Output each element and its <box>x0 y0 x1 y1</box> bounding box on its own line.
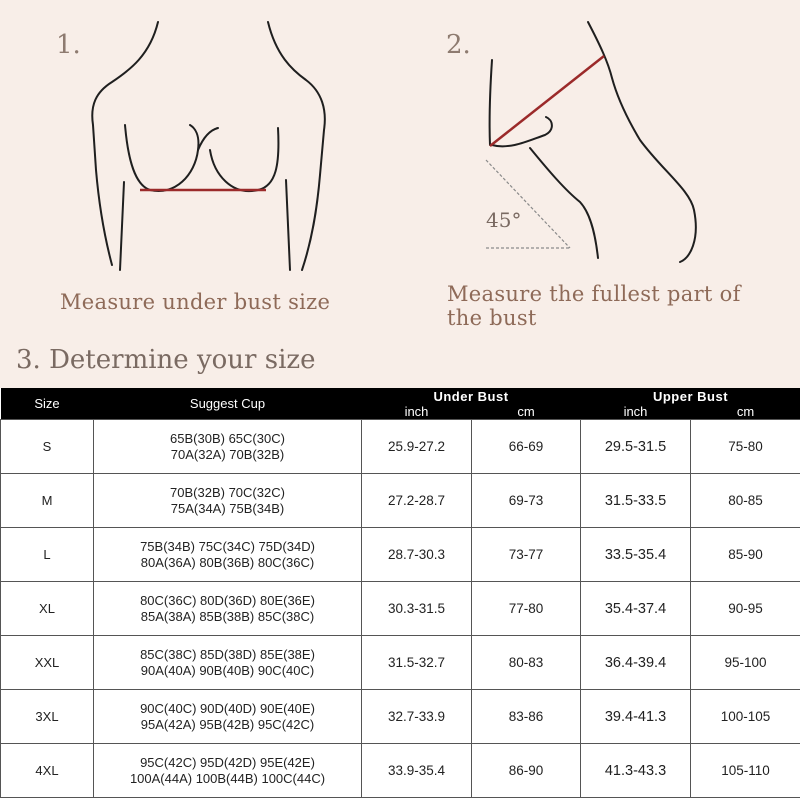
suggest-cup-cell <box>94 420 362 474</box>
upper-bust-inch-cell: 36.4-39.4 <box>581 636 691 690</box>
cup-cup-line1: 90C(40C) 90D(40D) 90E(40E) <box>140 700 315 716</box>
cup-cup-line1: 85C(38C) 85D(38D) 85E(38E) <box>140 646 315 662</box>
angle-label: 45° <box>486 208 522 232</box>
cup-cup-line1: 75B(34B) 75C(34C) 75D(34D) <box>140 538 315 554</box>
under-bust-cm-cell: 80-83 <box>472 636 581 690</box>
size-cell: S <box>1 420 94 474</box>
upper-bust-inch-cell: 41.3-43.3 <box>581 744 691 798</box>
cup-cup-line2: 70A(32A) 70B(32B) <box>170 446 285 462</box>
upper-bust-cm-cell: 90-95 <box>691 582 800 636</box>
cup-cup-line1: 80C(36C) 80D(36D) 80E(36E) <box>140 592 315 608</box>
upper-bust-inch-cell: 31.5-33.5 <box>581 474 691 528</box>
under-bust-inch-cell: 30.3-31.5 <box>362 582 472 636</box>
upper-bust-inch-cell: 29.5-31.5 <box>581 420 691 474</box>
table-row <box>1 636 800 690</box>
cup-cup-line2: 95A(42A) 95B(42B) 95C(42C) <box>140 716 315 732</box>
measurement-guide-panel <box>0 0 800 388</box>
upper-bust-header: Upper Bust <box>652 388 729 404</box>
upper-bust-cm-cell: 80-85 <box>691 474 800 528</box>
under-bust-inch-cell: 32.7-33.9 <box>362 690 472 744</box>
suggest-cup-header: Suggest Cup <box>189 396 266 411</box>
step-2-caption-line2: the bust <box>447 306 537 330</box>
table-row <box>1 690 800 744</box>
size-header: Size <box>34 396 60 411</box>
bust-measure-line <box>490 56 604 146</box>
table-row <box>1 474 800 528</box>
front-torso-sketch-icon <box>92 22 325 270</box>
upper-bust-cm-cell: 75-80 <box>691 420 800 474</box>
angle-guide-icon <box>486 160 570 248</box>
step-3-title: Determine your size <box>49 345 316 375</box>
under-bust-cm-cell: 66-69 <box>472 420 581 474</box>
upper-bust-cm-cell: 100-105 <box>691 690 800 744</box>
step-3-heading <box>16 345 315 375</box>
cup-cup-line2: 75A(34A) 75B(34B) <box>170 500 285 516</box>
size-chart-table <box>0 388 800 798</box>
upper-bust-inch-header: inch <box>623 404 648 419</box>
suggest-cup-cell <box>94 690 362 744</box>
under-bust-inch-header: inch <box>404 404 429 419</box>
cup-cup-line1: 70B(32B) 70C(32C) <box>170 484 285 500</box>
under-bust-cm-cell: 73-77 <box>472 528 581 582</box>
step-2-number: 2. <box>446 30 471 60</box>
under-bust-inch-cell: 27.2-28.7 <box>362 474 472 528</box>
size-cell: 4XL <box>1 744 94 798</box>
step-1-caption: Measure under bust size <box>60 290 331 314</box>
upper-bust-inch-cell: 35.4-37.4 <box>581 582 691 636</box>
cup-cup-line1: 95C(42C) 95D(42D) 95E(42E) <box>140 754 315 770</box>
table-row <box>1 744 800 798</box>
under-bust-inch-cell: 25.9-27.2 <box>362 420 472 474</box>
under-bust-inch-cell: 33.9-35.4 <box>362 744 472 798</box>
cup-cup-line2: 80A(36A) 80B(36B) 80C(36C) <box>140 554 315 570</box>
under-bust-cm-cell: 69-73 <box>472 474 581 528</box>
cup-cup-line1: 65B(30B) 65C(30C) <box>170 430 285 446</box>
size-cell: XL <box>1 582 94 636</box>
under-bust-header: Under Bust <box>433 388 509 404</box>
upper-bust-inch-cell: 39.4-41.3 <box>581 690 691 744</box>
upper-bust-cm-cell: 85-90 <box>691 528 800 582</box>
table-row <box>1 528 800 582</box>
under-bust-cm-header: cm <box>517 404 535 419</box>
suggest-cup-cell <box>94 474 362 528</box>
suggest-cup-cell <box>94 636 362 690</box>
cup-cup-line2: 85A(38A) 85B(38B) 85C(38C) <box>140 608 315 624</box>
under-bust-cm-cell: 86-90 <box>472 744 581 798</box>
table-header <box>1 388 800 420</box>
suggest-cup-cell <box>94 582 362 636</box>
size-cell: 3XL <box>1 690 94 744</box>
size-cell: M <box>1 474 94 528</box>
suggest-cup-cell <box>94 528 362 582</box>
table-body <box>1 420 800 798</box>
step-2-caption-line1: Measure the fullest part of <box>447 282 741 306</box>
table-row <box>1 420 800 474</box>
upper-bust-inch-cell: 33.5-35.4 <box>581 528 691 582</box>
under-bust-inch-cell: 31.5-32.7 <box>362 636 472 690</box>
upper-bust-cm-header: cm <box>736 404 755 419</box>
under-bust-inch-cell: 28.7-30.3 <box>362 528 472 582</box>
cup-cup-line2: 90A(40A) 90B(40B) 90C(40C) <box>140 662 315 678</box>
step-1-number: 1. <box>56 30 81 60</box>
under-bust-cm-cell: 77-80 <box>472 582 581 636</box>
size-cell: XXL <box>1 636 94 690</box>
under-bust-cm-cell: 83-86 <box>472 690 581 744</box>
step-3-number: 3. <box>16 345 41 375</box>
size-cell: L <box>1 528 94 582</box>
upper-bust-cm-cell: 95-100 <box>691 636 800 690</box>
suggest-cup-cell <box>94 744 362 798</box>
table-row <box>1 582 800 636</box>
upper-bust-cm-cell: 105-110 <box>691 744 800 798</box>
cup-cup-line2: 100A(44A) 100B(44B) 100C(44C) <box>129 770 326 786</box>
measurement-illustrations <box>0 0 800 388</box>
